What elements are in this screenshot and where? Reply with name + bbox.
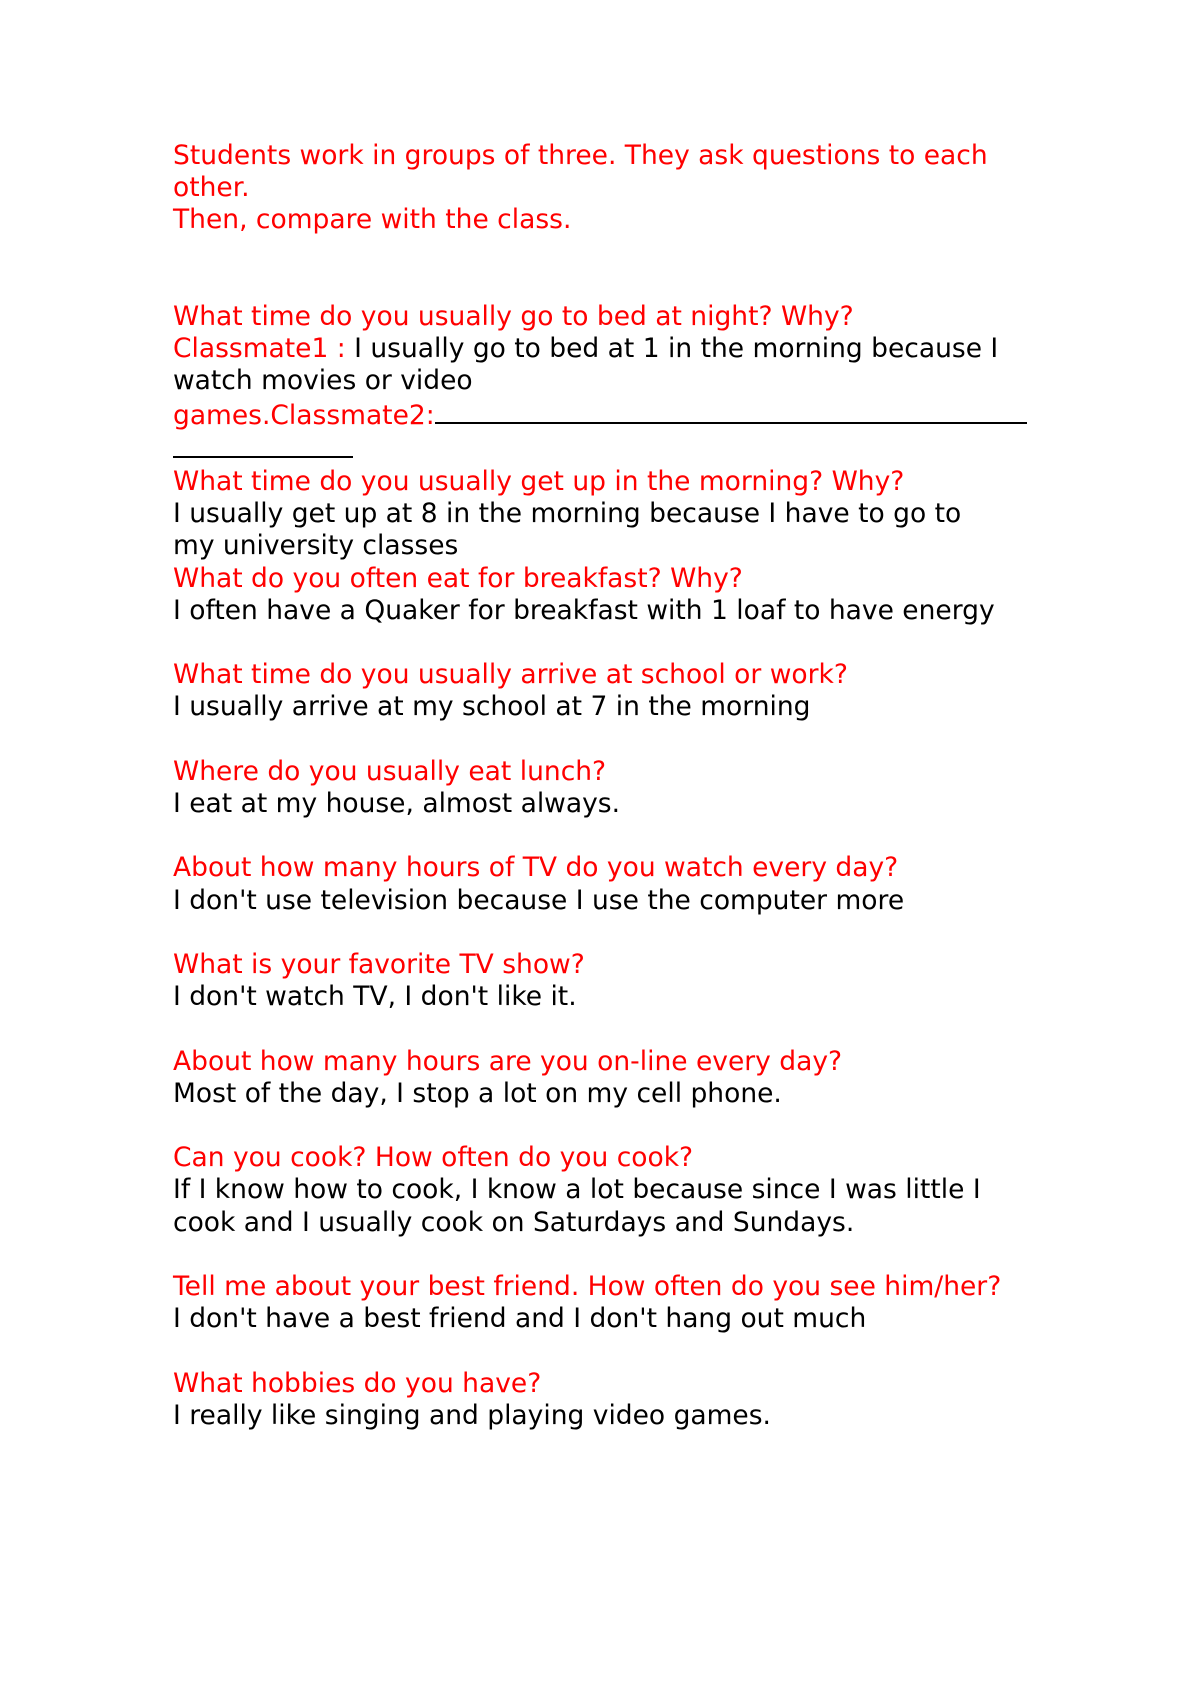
answer-text: my university classes <box>173 530 459 562</box>
answer-blank-line <box>435 398 1027 424</box>
question-block <box>173 949 1043 1013</box>
answer-text: I don't watch TV, I don't like it. <box>173 981 577 1013</box>
answer-line <box>173 432 1043 466</box>
answer-text: I usually get up at 8 in the morning because I have to go to <box>173 498 962 530</box>
question-text: About how many hours are you on-line every day? <box>173 1045 843 1077</box>
question-text: What time do you usually get up in the morning? Why? <box>173 466 905 498</box>
question-text: What hobbies do you have? <box>173 1367 542 1399</box>
spacer <box>173 820 1043 852</box>
answer-text: I really like singing and playing video games. <box>173 1399 771 1431</box>
question-block <box>173 466 1043 563</box>
spacer <box>173 1335 1043 1367</box>
question-block <box>173 1271 1043 1335</box>
answer-line <box>173 398 1043 432</box>
question-text: What time do you usually go to bed at night? Why? <box>173 301 854 332</box>
spacer <box>173 1110 1043 1142</box>
instruction-line: Then, compare with the class. <box>173 204 572 236</box>
document-page <box>173 140 1043 1432</box>
spacer <box>173 237 1043 301</box>
instructions <box>173 140 1043 237</box>
question-block <box>173 301 1043 466</box>
spacer <box>173 1239 1043 1271</box>
spacer <box>173 724 1043 756</box>
classmate2-label: games.Classmate2: <box>173 399 435 431</box>
answer-text: I don't have a best friend and I don't hang out much <box>173 1303 867 1335</box>
answer-text: I don't use television because I use the computer more <box>173 884 905 916</box>
answer-text: I eat at my house, almost always. <box>173 788 621 820</box>
answer-text: I usually go to bed at 1 in the morning because I <box>345 333 999 365</box>
answer-line <box>173 333 1043 365</box>
question-block <box>173 1368 1043 1432</box>
instruction-line: other. <box>173 172 250 204</box>
spacer <box>173 1013 1043 1045</box>
answer-text: I often have a Quaker for breakfast with 1 loaf to have energy <box>173 594 995 626</box>
question-block <box>173 1142 1043 1239</box>
question-text: Where do you usually eat lunch? <box>173 755 607 787</box>
question-block <box>173 563 1043 627</box>
answer-text: cook and I usually cook on Saturdays and Sundays. <box>173 1206 855 1238</box>
answer-text: watch movies or video <box>173 365 473 397</box>
question-text: Tell me about your best friend. How often do you see him/her? <box>173 1270 1002 1302</box>
question-block <box>173 659 1043 723</box>
question-text: What time do you usually arrive at school or work? <box>173 659 848 691</box>
classmate1-label: Classmate1 : <box>173 333 346 365</box>
spacer <box>173 917 1043 949</box>
question-block <box>173 1046 1043 1110</box>
answer-text: If I know how to cook, I know a lot because since I was little I <box>173 1174 981 1206</box>
answer-text: Most of the day, I stop a lot on my cell phone. <box>173 1077 782 1109</box>
question-text: About how many hours of TV do you watch every day? <box>173 852 899 884</box>
question-text: What is your favorite TV show? <box>173 949 585 980</box>
instruction-line: Students work in groups of three. They ask questions to each <box>173 140 988 171</box>
question-block <box>173 852 1043 916</box>
question-text: Can you cook? How often do you cook? <box>173 1142 694 1174</box>
answer-text: I usually arrive at my school at 7 in the morning <box>173 691 811 723</box>
question-list <box>173 466 1043 1432</box>
question-text: What do you often eat for breakfast? Why? <box>173 562 743 594</box>
question-block <box>173 756 1043 820</box>
answer-blank-line <box>173 432 353 458</box>
spacer <box>173 627 1043 659</box>
